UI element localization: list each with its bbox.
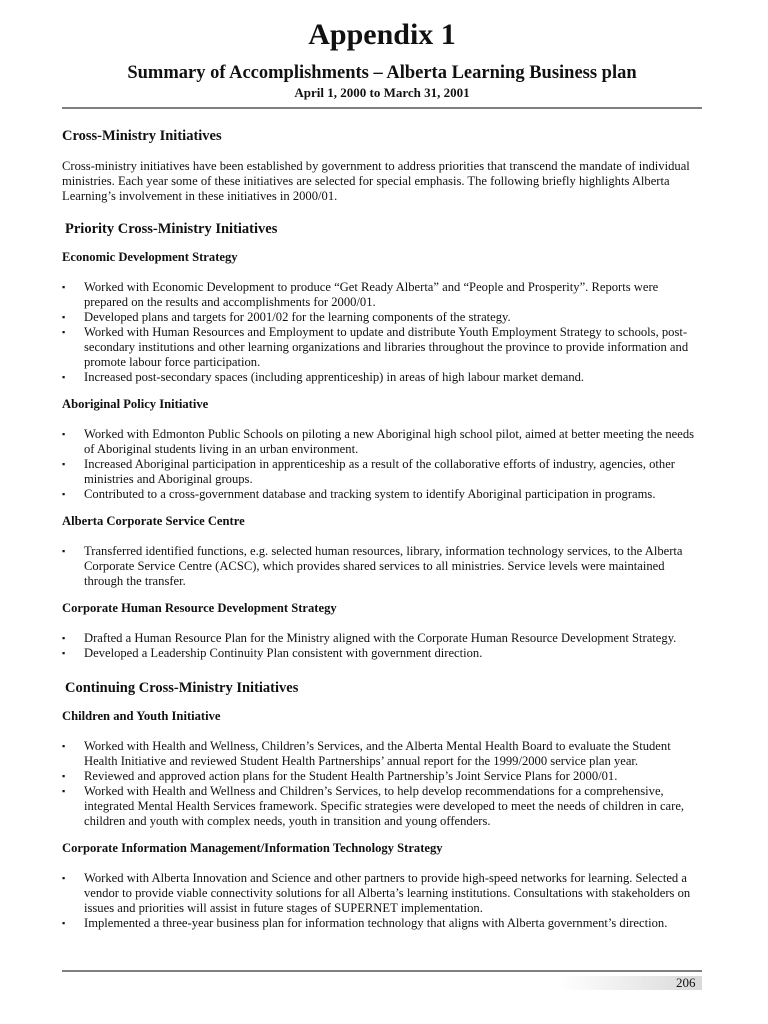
list-item — [62, 739, 702, 769]
section-heading: Children and Youth Initiative — [62, 709, 221, 723]
list-item-text: Worked with Economic Development to produce “Get Ready Alberta” and “People and Prosperity”. Reports were prepared on the results and accomplishments for 2000/01. — [84, 280, 659, 309]
footer-divider — [62, 970, 702, 972]
list-item — [62, 370, 702, 385]
list-item — [62, 457, 702, 487]
list-item-text: Reviewed and approved action plans for the Student Health Partnership’s Joint Service Plans for 2000/01. — [84, 769, 618, 783]
list-item-text: Worked with Human Resources and Employment to update and distribute Youth Employment Strategy to schools, post-secondary institutions and other learning organizations and libraries throughout the province to provide information and promote labour force participation. — [84, 325, 689, 369]
square-bullet-icon: ▪ — [62, 771, 66, 781]
list-item — [62, 631, 702, 646]
bullet-list — [62, 544, 702, 589]
cross-ministry-intro: Cross-ministry initiatives have been established by government to address priorities that transcend the mandate of individual ministries. Each year some of these initiatives are selected for special emphasis. The following briefly highlights Alberta Learning’s involvement in these initiatives in 2000/01. — [62, 159, 690, 203]
list-item — [62, 280, 702, 310]
cross-ministry-heading: Cross-Ministry Initiatives — [62, 128, 222, 144]
list-item — [62, 325, 702, 370]
list-item-text: Developed a Leadership Continuity Plan consistent with government direction. — [84, 646, 483, 660]
bullet-list — [62, 427, 702, 502]
list-item — [62, 916, 702, 931]
list-item-text: Transferred identified functions, e.g. selected human resources, library, information technology services, to the Alberta Corporate Service Centre (ACSC), which provides shared services to all ministries. Service levels were maintained through the transfer. — [84, 544, 683, 588]
section-heading: Alberta Corporate Service Centre — [62, 514, 245, 528]
list-item — [62, 646, 702, 661]
list-item — [62, 544, 702, 589]
list-item-text: Implemented a three-year business plan for information technology that aligns with Alberta government’s direction. — [84, 916, 668, 930]
square-bullet-icon: ▪ — [62, 633, 66, 643]
list-item — [62, 310, 702, 325]
list-item-text: Drafted a Human Resource Plan for the Ministry aligned with the Corporate Human Resource Development Strategy. — [84, 631, 677, 645]
square-bullet-icon: ▪ — [62, 918, 66, 928]
header-divider — [62, 107, 702, 109]
square-bullet-icon: ▪ — [62, 327, 66, 337]
page-title: Appendix 1 — [308, 18, 456, 51]
section-heading: Aboriginal Policy Initiative — [62, 397, 209, 411]
square-bullet-icon: ▪ — [62, 459, 66, 469]
section-heading: Economic Development Strategy — [62, 250, 238, 264]
list-item-text: Worked with Edmonton Public Schools on piloting a new Aboriginal high school pilot, aimed at better meeting the needs of Aboriginal students living in an urban environment. — [84, 427, 695, 456]
priority-heading: Priority Cross-Ministry Initiatives — [65, 221, 278, 237]
square-bullet-icon: ▪ — [62, 489, 66, 499]
continuing-sections — [62, 709, 702, 931]
list-item — [62, 769, 702, 784]
bullet-list — [62, 871, 702, 931]
document-page — [62, 0, 702, 931]
square-bullet-icon: ▪ — [62, 786, 66, 796]
bullet-list — [62, 739, 702, 829]
list-item-text: Increased Aboriginal participation in apprenticeship as a result of the collaborative efforts of industry, agencies, other ministries and Aboriginal groups. — [84, 457, 676, 486]
square-bullet-icon: ▪ — [62, 372, 66, 382]
date-range: April 1, 2000 to March 31, 2001 — [294, 85, 470, 100]
list-item — [62, 487, 702, 502]
list-item — [62, 784, 702, 829]
square-bullet-icon: ▪ — [62, 546, 66, 556]
section-heading: Corporate Human Resource Development Strategy — [62, 601, 337, 615]
list-item — [62, 871, 702, 916]
list-item-text: Developed plans and targets for 2001/02 for the learning components of the strategy. — [84, 310, 511, 324]
list-item — [62, 427, 702, 457]
square-bullet-icon: ▪ — [62, 741, 66, 751]
list-item-text: Worked with Alberta Innovation and Science and other partners to provide high-speed networks for learning. Selected a vendor to provide viable connectivity solutions for all Alberta’s learning institutions. Consultations with stakeholders on issues and priorities will assist in future stages of SUPERNET implementation. — [84, 871, 691, 915]
square-bullet-icon: ▪ — [62, 873, 66, 883]
list-item-text: Worked with Health and Wellness and Children’s Services, to help develop recommendations for a comprehensive, integrated Mental Health Services framework. Specific strategies were developed to meet the needs of children in care, children and youth with complex needs, youth in transition and young offenders. — [84, 784, 685, 828]
list-item-text: Increased post-secondary spaces (including apprenticeship) in areas of high labour market demand. — [84, 370, 585, 384]
priority-sections — [62, 250, 702, 661]
list-item-text: Contributed to a cross-government database and tracking system to identify Aboriginal participation in programs. — [84, 487, 656, 501]
page-subtitle: Summary of Accomplishments – Alberta Learning Business plan — [127, 63, 637, 83]
square-bullet-icon: ▪ — [62, 429, 66, 439]
square-bullet-icon: ▪ — [62, 312, 66, 322]
bullet-list — [62, 631, 702, 661]
page-number: 206 — [676, 975, 696, 990]
continuing-heading: Continuing Cross-Ministry Initiatives — [65, 680, 299, 696]
square-bullet-icon: ▪ — [62, 282, 66, 292]
section-heading: Corporate Information Management/Information Technology Strategy — [62, 841, 443, 855]
square-bullet-icon: ▪ — [62, 648, 66, 658]
list-item-text: Worked with Health and Wellness, Children’s Services, and the Alberta Mental Health Board to evaluate the Student Health Initiative and reviewed Student Health Partnerships’ annual report for the 1999/2000 service plan year. — [84, 739, 671, 768]
bullet-list — [62, 280, 702, 385]
